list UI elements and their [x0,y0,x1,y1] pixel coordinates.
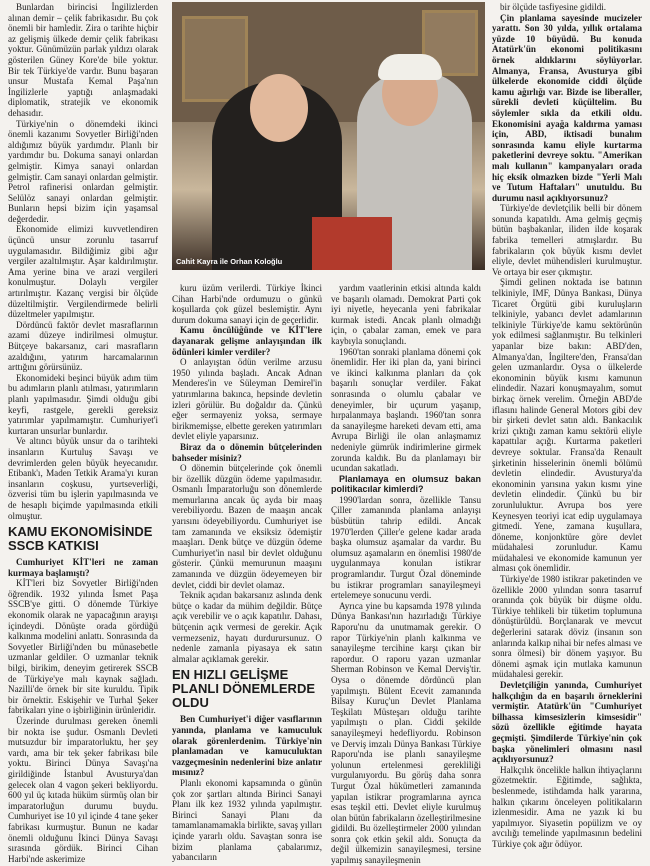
column-2 [172,283,322,863]
paragraph: Üzerinde durulması gereken önemli bir nokta ise şudur. Osmanlı Devleti mutsuzdur bir imparatorluktu, her şey vardı, ama bir tek şeker fabrikası bile yoktu. Birinci Dünya Savaşı'na girildiğinde İstanbul Avusturya'dan gelecek olan 4 vagon şekeri bekliyordu. 600 yıl üç kıtada hüküm sürmüş olan bir imparatorluğun durumu buydu. Cumhuriyet ise 10 yıl içinde 4 tane şeker fabrikası kurmuştur. Bunun ne kadar önemli olduğunu İkinci Dünya Savaşı sırasında gördük. Birinci Cihan Harbi'nde askerimize [8,716,158,864]
interview-question: Biraz da o dönemin bütçelerinden bahseder misiniz? [172,441,322,463]
paragraph: Şimdi gelinen noktada ise batının telkiniyle, IMF, Dünya Bankası, Dünya Ticaret Örgütü gibi kuruluşların telkiniyle, yabancı devlet adamlarının telkiniyle Türkiye'de kamu sektörünün yok edilmesi sağlanmıştır. Bu telkinleri yapanlar bize bakın: ABD'den, Almanya'dan, İngiltere'den, Fransa'dan gelen uzmanlardır. Oysa o ülkelerde ekonominin büyük kısmı kamunun elindedir. Nazari konuşmayalım, somut birkaç örnek verelim. Örneğin ABD'de iflasını halinde General Motors gibi dev bir şirketi devlet satın aldı. Bankacılık krizi çıktığı zaman kamu sektörü eliyle kapattılar açığı. Kurtarma paketleri devreye soktular. Fransa'da Renault şirketinin hisselerinin önemli bölümü devletin elindedir. Avusturya'da ekonominin yarısına yakın kısmı yine devletin elindedir. Çünkü bu bir zorunluluktur. Avrupa bos yere Keynesyen teoriyi icat edip uygulamaya gitmedi. Yene, zamana kuşullara, döneme, konjonktüre göre devlet müdahalesi zorunludur. Kamu müdahalesi ve ekonomide kamunun yer alması çok önemlidir. [492,277,642,574]
paragraph: Ayrıca yine bu kapsamda 1978 yılında Dünya Bankası'nın hazırladığı Türkiye Raporu'nu da unutmamak gerekir. O rapor Türkiye'nin planlı kalkınma ve sanayileşme tercihine karşı çıkan bir rapordur. O raporu yazan uzmanlar Sherman Robinson ve Kemal Derviş'tir. Oysa o dönemde dördüncü plan yapılmıştı. Bülent Ecevit zamanında Bilsay Kuruç'un Devlet Planlama Teşkilatı Müsteşarı olduğu tarihte yapılmıştı o plan. Ciddi şekilde sanayileşmeyi hedefliyordu. Robinson ve Derviş imzalı Dünya Bankası Türkiye Raporu'nda ise planlı sanayileşme yolunun ertelenmesi gerekliliği vurgulanıyordu. Bu görüş daha sonra Turgut Özal hükümetleri zamanında yapılan istikrar programlarına ayrıca esas teşkil etti. Devlet eliyle kurulmuş olan bütün fabrikaların özelleştirilmesine gidildi. Bu özelleştirmeler 2000 yılından sonra çok etkin şekil aldı. Sonuçta da değil ülkemizin sanayileşmesi, tersine yapılmış sanayileşmenin [331,600,481,866]
paragraph: Bunlardan birincisi İngilizlerden alınan demir – çelik fabrikasıdır. Bu çok önemli bir hamledir. Zira o tarihte hiçbir az gelişmiş ülkede demir çelik fabrikası yoktur. Günümüzün parlak yıldızı olarak gösterilen Güney Kore'de bile yoktur. Bir tek Türkiye'de vardır. Bunu başaran unsur Mustafa Kemal Paşa'nın İngilizlerle yaptığı anlaşmadaki diplomatik, stratejik ve ekonomik dehasıdır. [8,2,158,118]
column-3 [331,283,481,866]
paragraph: Türkiye'de 1980 istikrar paketinden ve özellikle 2000 yılından sonra tasarruf oranında çok büyük bir düşme oldu. Türkiye tehlikeli bir tüketim toplumuna dönüştürüldü. Borçlanarak ve mevcut değerlerini satarak döviz (insanın son anlarında kalkıp nihai bir nefes alması ve sonra ölmesi) bir dönem yaşıyor. Bu dönemi aşmak için mutlaka kamunun müdahalesi gerekir. [492,574,642,680]
paragraph: kuru üzüm verilerdi. Türkiye İkinci Cihan Harbi'nde ordumuzu o günkü koşullarda çok güzel beslemiştir. Aynı durum dokuma sanayi için de geçerlidir. [172,283,322,325]
paragraph: 1990'lardan sonra, özellikle Tansu Çiller zamanında planlama anlayışı büsbütün tahrip edildi. Ancak 1970'lerden Çiller'e gelene kadar arada başka olumsuz aşamalar da vardır. Bu olumsuz aşamaların en önemlisi 1980'de uygulanmaya konulan istikrar programlarıdır. Turgut Özal döneminde bu istikrar programları sanayileşmeyi ertelemeye sonucunu verdi. [331,494,481,601]
paragraph: Türkiye'de devletçilik belli bir dönem sonunda kapatıldı. Ama gelmiş geçmiş bütün başbakanlar, iliden ilde koşarak fabrika temelleri atmışlardır. Bu fabrikaların çok büyük kısmı devlet eliyle, devlet mühendisleri kurulmuştur. Ve ortaya bir eser çıkmıştır. [492,203,642,277]
interview-question: Planlamaya en olumsuz bakan politikacılar kimlerdi? [331,473,481,495]
photo-hair-right [378,54,442,80]
paragraph: bir ölçüde tasfiyesine gidildi. [500,2,607,12]
photo-picture-frame [182,16,248,102]
interview-question: Kamu öncülüğünde ve KİT'lere dayanarak gelişme anlayışından ilk ödünleri kimler verdiler? [172,325,322,357]
interview-question: Çin planlama sayesinde mucizeler yarattı. Son 30 yılda, yıllık ortalama yüzde 10 büyüdü. Bu konuda Atatürk'ün ekonomi politikasını örnek aldıklarını söylüyorlar. Almanya, Fransa, Avusturya gibi ülkelerde ekonomide ciddi ölçüde kamu ağırlığı var. Bizde ise liberaller, sürekli devleti küçültelim. Bu söylemler sıkla da etkili oldu. Ekonomisini ayağa kaldırma yaması için, ABD, iktisadi bunalım sonrasında kamu eliyle kurtarma paketlerini devreye soktu. "Amerikan malı kullanın" kampanyaları orada hiç eksik olmazken bizde "Yerli Malı ve Tutum Haftaları" unutuldu. Bu durumu nasıl açıklıyorsunuz? [492,12,642,203]
interview-question: Cumhuriyet KİT'leri ne zaman kurmaya başlamıştı? [8,557,158,578]
photo-caption: Cahit Kayra ile Orhan Koloğlu [176,257,283,266]
paragraph: Halkçılık öncelikle halkın ihtiyaçlarını gözetmektir. Eğitimde, sağlıkta, beslenmede, istihdamda halk yararına, halkın çıkarını önceleyen politikaların izlenmesidir. Ama ne yazık ki bu yapılmıyor. Siyasetin popülizm ve oy avcılığı temelinde yapılmasının bedelini Türkiye çok ağır ödüyor. [492,764,642,849]
photo-table [312,217,392,270]
paragraph: KİT'leri biz Sovyetler Birliği'nden öğrendik. 1932 yılında İsmet Paşa SSCB'ye gitti. O dönemde Türkiye ekonomik olarak ne yapacağının arayışı içindeydi. Dönüşte orada gördüğü kalkınma modelini anlattı. Sonrasında da Sovyetler Birliği'nden bu münasebetle uzmanlar geldiler. O uzmanlar teknik bilgi, birikim, deneyim getirerek SSCB de Türkiye'ye malı kaynak sağladı. Nazilli'de örnek bir site kuruldu. Tipik bir örnektir. Eskişehir ve Turhal Şeker fabrikaları yine o işbirliğinin ürünleridir. [8,578,158,716]
interview-question: Devletçiliğin yanında, Cumhuriyet halkçılığın da en başarılı örneklerini vermiştir. Atatürk'ün "Cumhuriyet bilhassa kimsesizlerin kimsesidir" sözü özellikle eğitimde hayata geçmişti. Şimdilerde Türkiye'nin çok başka yönelimleri olmasını nasıl açıklıyorsunuz? [492,680,642,765]
paragraph: Ve altıncı büyük unsur da o tarihteki insanların Kurtuluş Savaşı ve devrimlerden gelen büyük heyecanıdır. Etibank'ı, Maden Tetkik Arama'yı kuran insanların coşkusu, yurtseverliği, özverisi tüm bu işlerin yapılmasında ve de hesaplı biçimde yapılmasında etkili olmuştur. [8,436,158,521]
paragraph: O dönemin bütçelerinde çok önemli bir özellik düzgün ödeme yapılmasıdır. Osmanlı İmparatorluğu son dönemlerde memurlarına ancak üç ayda bir maaş verebiliyordu. Bazen de maaşın ancak yarısını ödeyebiliyordu. Cumhuriyet ise tam zamanında ve eksiksiz ödemiştir maaşları. Denk bütçe ve düzgün ödeme Cumhuriyet'in nasıl bir devlet olduğunu gösterir. Çünkü memurunun maaşını zamanında ve düzgün ödeyemeyen bir devlet, ciddi bir devlet olamaz. [172,463,322,590]
paragraph: yardım vaatlerinin etkisi altında kaldı ve başarılı olamadı. Demokrat Parti çok iyi niyetle, heyecanla yeni fabrikalar kurmak istedi. Ancak planlı olmadığı için, o çabalar zaman, emek ve para kaybıyla sonuçlandı. [331,283,481,346]
paragraph: Ekonomide elimizi kuvvetlendiren üçüncü unsur zorunlu tasarruf uygulamasıdır. Bildiğimiz gibi ağır vergiler azaltılmıştır. Aşar kaldırılmıştır. Ama yerine bina ve arazi vergileri konulmuştur. Dolaylı vergiler artırılmıştır. Kazanç vergisi bir ölçüde düzeltilmiştir. Vergilendirmede belirli düzeltmeler yapılmıştır. [8,224,158,320]
paragraph: O anlayıştan ödün verilme arzusu 1950 yılında başladı. Ancak Adnan Menderes'in ve Süleyman Demirel'in yatırımlarına bakınca, hepsinde devletin izleri görülür. Bu doğaldır da. Çünkü eğer sermayeniz yoksa, sermaye birikmemişse, elbette gereken yatırımları devlet eliyle yaparsınız. [172,357,322,442]
column-4 [492,2,642,850]
photo-head-left [250,74,308,142]
interview-question: Ben Cumhuriyet'i diğer vasıflarının yanında, planlama ve kamuculuk olarak görenlerdenim. Türkiye'nin planlamadan ve kamuculuktan vazgeçmesinin nedenlerini bize anlatır mısınız? [172,714,322,778]
paragraph: Dördüncü faktör devlet masraflarının azami düzeye indirilmesi olmuştur. Bütçeye bakarsanız, cari masrafların azaldığını, yatırım harcamalarının arttığını görürsünüz. [8,319,158,373]
paragraph: 1960'tan sonraki planlama dönemi çok önemlidir. Her iki plan da, yani birinci ve ikinci kalkınma planları da çok başarılı sonuçlar verdiler. Fakat sonrasında o olumlu çabalar ve deneyimler, bir uçurum yaşanıp, hırpalanmaya başlandı. 1960'tan sonra da sanayileşme hareketi devam etti, ama Avrupa Birliği ile olan anlaşmamız nedeniyle gümrük indirimlerine girmek zorunda kaldık. Bu da planlamayı bir ucundan sakatladı. [331,346,481,474]
paragraph: Ekonomideki beşinci büyük adım tüm bu adımların planlı atılması, yatırımların planlı yapılmasıdır. Şimdi olduğu gibi keyfi, rastgele, gerekli gereksiz yatırımlar yapılmamıştır. Cumhuriyet'i kurtaran unsurlar bunlardır. [8,372,158,436]
section-heading: EN HIZLI GELİŞME PLANLI DÖNEMLERDE OLDU [172,667,315,711]
paragraph: Planlı ekonomi kapsamında o günün çok zor şartları altında Birinci Sanayi Planı ilk kez 1932 yılında yapılmıştır. Birinci Sanayi Planı da tamamlanamamakla birlikte, savaş yılları içinde yararlı oldu. Savaştan sonra ise bizim planlama çabalarımız, yabancıların [172,777,322,863]
section-heading: KAMU EKONOMİSİNDE SSCB KATKISI [8,524,153,554]
paragraph: Teknik açıdan bakarsanız aslında denk bütçe o kadar da mühim değildir. Bütçe açık verebilir ve o açık kapatılır. Dahası, bütçenin açık vermesi de gerekir. Açık vermezseniz, hayatı durdurursunuz. O nedenle zamanla piyasaya ek satın almalar açıklamak gerekir. [172,590,322,664]
interview-photo [172,2,485,270]
column-1 [8,2,158,864]
paragraph: Türkiye'nin o dönemdeki ikinci önemli kazanımı Sovyetler Birliği'nden aldığımız büyük yardımdır. Planlı bir yardımdır bu. Dokuma sanayi onlardan gelmiştir. Kimya sanayi onlardan gelmiştir. Cam sanayi onlardan gelmiştir. Petrol rafinerisi onlardan gelmiştir. Selülöz sanayi onlardan gelmiştir. Bunların hepsi bizim için yaşamsal değerdedir. [8,118,158,224]
